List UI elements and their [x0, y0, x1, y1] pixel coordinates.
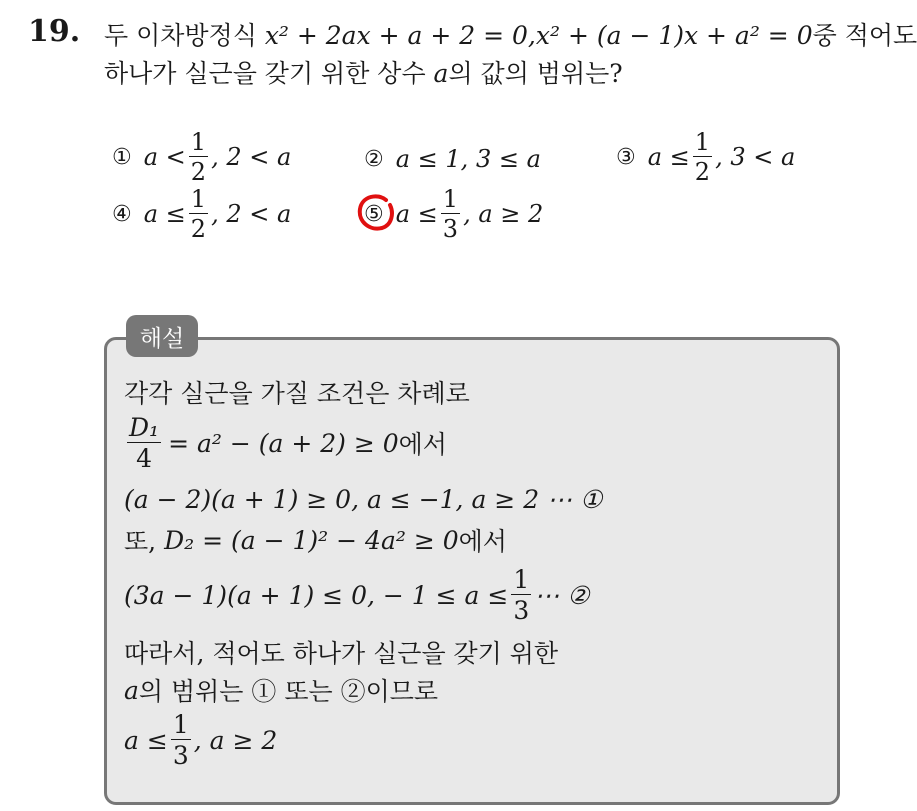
choice-text: a ≤: [143, 200, 186, 228]
fraction: [441, 187, 460, 241]
equation-1: x² + 2ax + a + 2 = 0,: [264, 21, 536, 50]
denominator: 2: [190, 215, 207, 243]
solution-math: a ≤: [124, 725, 168, 755]
solution-line-7: [124, 672, 438, 708]
numerator: 1: [513, 565, 530, 594]
question-text: 중 적어도: [812, 21, 917, 50]
solution-line-4: [124, 522, 507, 558]
choice-mark: ⑤: [364, 201, 384, 227]
solution-line-3: [124, 485, 602, 514]
fraction: [171, 712, 191, 768]
solution-text: 에서: [458, 527, 507, 556]
denominator: 2: [694, 158, 711, 186]
numerator: 1: [442, 185, 459, 213]
solution-math: (3a − 1)(a + 1) ≤ 0, − 1 ≤ a ≤: [124, 580, 509, 610]
choice-2[interactable]: [364, 145, 541, 173]
question-line-2: [104, 54, 623, 90]
choice-mark: ②: [364, 146, 384, 172]
choice-text: a ≤: [647, 143, 690, 171]
numerator: 1: [190, 128, 207, 156]
choice-text: a ≤ 1, 3 ≤ a: [395, 145, 541, 173]
numerator: 1: [172, 710, 189, 739]
choice-text: , 3 < a: [715, 143, 796, 171]
solution-math: ⋯ ②: [534, 580, 590, 610]
question-line-1: [104, 16, 917, 52]
choice-text: , a ≥ 2: [463, 200, 544, 228]
solution-text: 각각 실근을 가질 조건은 차례로: [124, 379, 470, 408]
solution-line-1: [124, 374, 470, 410]
choice-text: , 2 < a: [211, 200, 292, 228]
answer-circle-mark: [356, 193, 396, 233]
solution-math: = a² − (a + 2) ≥ 0: [168, 428, 399, 458]
solution-line-8: [124, 712, 277, 768]
numerator: 1: [190, 185, 207, 213]
fraction: [127, 415, 161, 471]
fraction: [693, 130, 712, 184]
choice-text: a ≤: [395, 200, 438, 228]
variable-a: a: [124, 675, 139, 705]
question-text: 의 값의 범위는?: [448, 59, 623, 88]
choice-text: , 2 < a: [211, 143, 292, 171]
fraction: [511, 567, 531, 623]
solution-math: , a ≥ 2: [193, 725, 278, 755]
numerator: 1: [694, 128, 711, 156]
choice-4[interactable]: [112, 187, 291, 241]
question-text: 하나가 실근을 갖기 위한 상수: [104, 59, 426, 88]
solution-text: 또,: [124, 527, 157, 556]
variable-a: a: [433, 59, 449, 88]
solution-text: 에서: [398, 430, 447, 459]
equation-2: x² + (a − 1)x + a² = 0: [535, 21, 813, 50]
choice-3[interactable]: [616, 130, 795, 184]
solution-line-5: [124, 567, 590, 623]
choice-mark: ①: [112, 144, 132, 170]
solution-line-6: [124, 634, 558, 670]
choice-1[interactable]: [112, 130, 291, 184]
denominator: 3: [442, 215, 459, 243]
denominator: 2: [190, 158, 207, 186]
question-text: 두 이차방정식: [104, 21, 257, 50]
denominator: 3: [513, 596, 530, 625]
solution-tag: 해설: [126, 315, 198, 357]
solution-math: (a − 2)(a + 1) ≥ 0, a ≤ −1, a ≥ 2 ⋯ ①: [124, 485, 603, 514]
denominator: 4: [136, 444, 152, 473]
solution-line-2: [124, 415, 447, 471]
fraction: [189, 187, 208, 241]
fraction: [189, 130, 208, 184]
choice-mark: ③: [616, 144, 636, 170]
choice-mark: ④: [112, 201, 132, 227]
numerator: D₁: [129, 413, 160, 442]
solution-math: D₂ = (a − 1)² − 4a² ≥ 0: [164, 525, 459, 555]
choice-text: a <: [143, 143, 186, 171]
solution-text: 따라서, 적어도 하나가 실근을 갖기 위한: [124, 639, 559, 668]
denominator: 3: [172, 741, 189, 770]
solution-text: 의 범위는 ① 또는 ②이므로: [138, 677, 439, 706]
question-number: 19.: [28, 14, 81, 49]
